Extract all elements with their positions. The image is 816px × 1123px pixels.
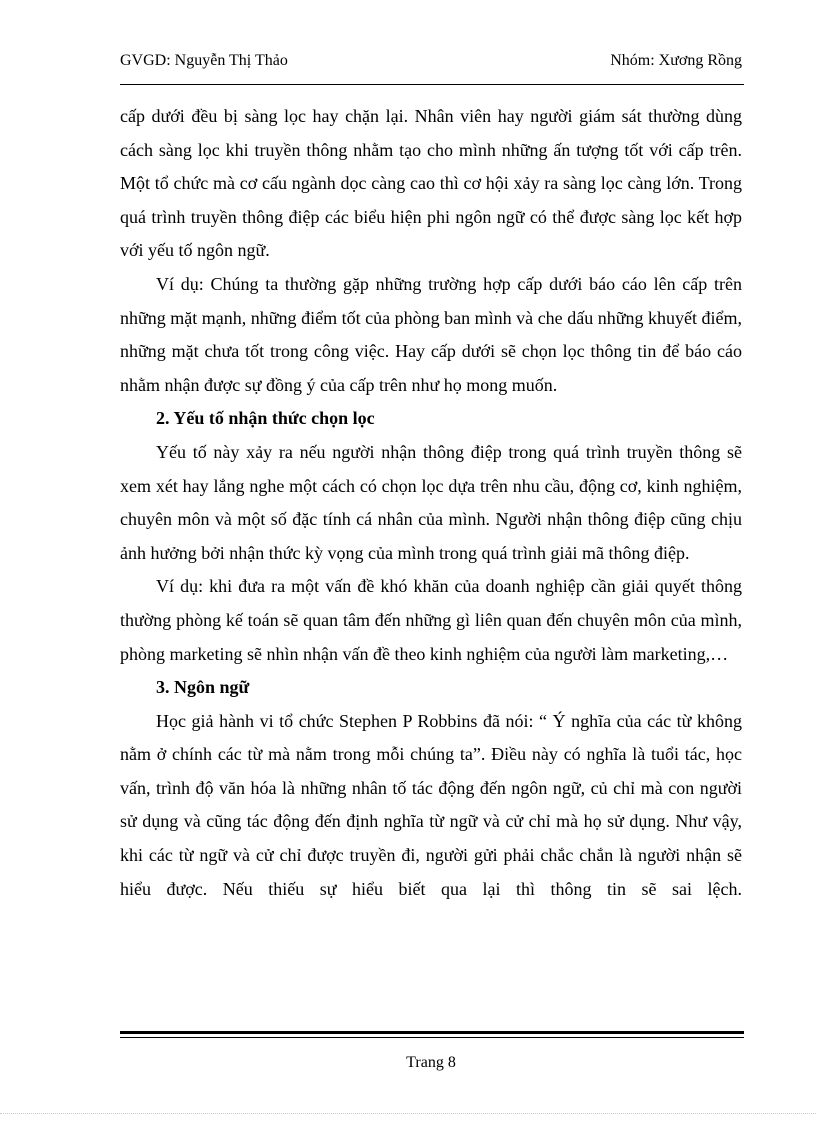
paragraph-selective-perception: Yếu tố này xảy ra nếu người nhận thông điệp trong quá trình truyền thông sẽ xem xét hay lắng nghe một cách có chọn lọc dựa trên nhu cầu, động cơ, kinh nghiệm, chuyên môn và một số đặc tính cá nhân của mình. Người nhận thông điệp cũng chịu ảnh hưởng bởi nhận thức kỳ vọng của mình trong quá trình giải mã thông điệp. bbox=[120, 441, 742, 563]
page-bottom-edge bbox=[0, 1113, 816, 1114]
page-header bbox=[120, 52, 742, 70]
paragraph-language: Học giả hành vi tổ chức Stephen P Robbins đã nói: “ Ý nghĩa của các từ không nằm ở chính các từ mà nằm trong mỗi chúng ta”. Điều này có nghĩa là tuổi tác, học vấn, trình độ văn hóa là những nhân tố tác động đến ngôn ngữ, củ chỉ mà con người sử dụng và cũng tác động đến định nghĩa từ ngữ và cử chỉ mà họ sử dụng. Như vậy, khi các từ ngữ và cử chỉ được truyền đi, người gửi phải chắc chắn là người nhận sẽ hiểu được. Nếu thiếu sự hiểu biết qua lại thì thông tin sẽ sai lệch. bbox=[120, 710, 742, 899]
header-group: Nhóm: Xương Rồng bbox=[610, 52, 742, 69]
heading-language: 3. Ngôn ngữ bbox=[156, 677, 250, 698]
paragraph-example-2: Ví dụ: khi đưa ra một vấn đề khó khăn của doanh nghiệp cần giải quyết thông thường phòng kế toán sẽ quan tâm đến những gì liên quan đến chuyên môn của mình, phòng marketing sẽ nhìn nhận vấn đề theo kinh nghiệm của người làm marketing,… bbox=[120, 576, 742, 664]
paragraph-example-1: Ví dụ: Chúng ta thường gặp những trường hợp cấp dưới báo cáo lên cấp trên những mặt mạnh, những điểm tốt của phòng ban mình và che dấu những khuyết điểm, những mặt chưa tốt trong công việc. Hay cấp dưới sẽ chọn lọc thông tin để báo cáo nhằm nhận được sự đồng ý của cấp trên như họ mong muốn. bbox=[120, 273, 742, 395]
heading-selective-perception: 2. Yếu tố nhận thức chọn lọc bbox=[156, 408, 375, 429]
header-rule bbox=[120, 84, 744, 85]
body-content bbox=[120, 100, 742, 906]
header-instructor: GVGD: Nguyễn Thị Thảo bbox=[120, 52, 288, 69]
footer-rule-thick bbox=[120, 1031, 744, 1034]
page-number: Trang 8 bbox=[406, 1054, 456, 1071]
paragraph-screening: cấp dưới đều bị sàng lọc hay chặn lại. Nhân viên hay người giám sát thường dùng cách sàng lọc khi truyền thông nhằm tạo cho mình những ấn tượng tốt với cấp trên. Một tổ chức mà cơ cấu ngành dọc càng cao thì cơ hội xảy ra sàng lọc càng lớn. Trong quá trình truyền thông điệp các biểu hiện phi ngôn ngữ có thể được sàng lọc kết hợp với yếu tố ngôn ngữ. bbox=[120, 106, 742, 261]
footer-rule-thin bbox=[120, 1037, 744, 1038]
